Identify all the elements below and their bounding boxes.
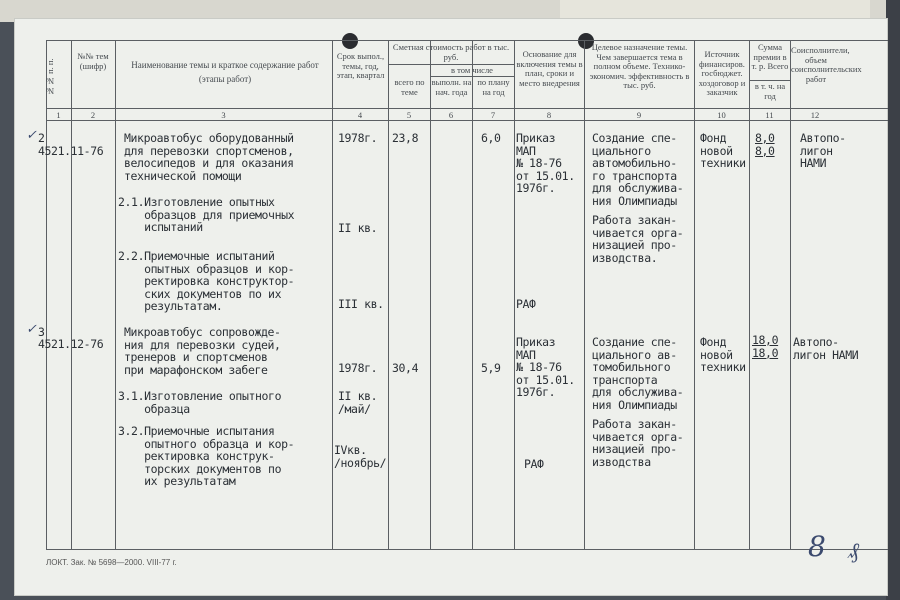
header-col4: Срок выпол., темы, год, этап, квартал [336,51,385,80]
col-number: 6 [448,110,454,120]
stage-term: III кв. [338,297,384,311]
cost-plan-year: 6,0 [481,131,501,145]
premium-sum: 18,0 18,0 [752,333,779,360]
header-col12: Соисполнители, объем соисполнительских работ [791,45,862,84]
col-number: 3 [221,110,226,120]
co-executor: Автопо- лигон НАМИ [793,335,859,362]
theme-title: Микроавтобус оборудованный для перевозки спортсменов, велосипедов и для оказания технической помощи [124,131,294,183]
row-number: 2 [38,131,45,145]
co-executor: Автопо- лигон НАМИ [800,131,846,170]
basis-order: Приказ МАП № 18-76 от 15.01. 1976г. [516,131,575,195]
header-col2: №№ тем (шифр) [77,51,109,71]
implementation-place: РАФ [516,297,536,311]
funding-source: Фонд новой техники [700,131,746,170]
stage-text: 2.1.Изготовление опытных образцов для приемочных испытаний [118,195,295,234]
check-mark: ✓ [26,128,37,143]
funding-source: Фонд новой техники [700,335,746,374]
col-number: 12 [810,110,820,120]
header-cost-group: Сметная стоимость работ в тыс. руб. [392,42,510,62]
col-number: 5 [406,110,412,120]
header-col1: №№ п. п. [45,58,55,96]
col-number: 10 [717,110,726,120]
header-col7: по плану на год [477,77,510,97]
completion-year: 1978г. [338,131,378,145]
theme-code: 4521.12-76 [38,337,104,351]
header-col9: Целевое назначение темы. Чем завершается тема в полном объеме. Технико-экономич. эффективность в тыс. руб. [589,42,690,90]
handwritten-page-number: 8 [808,530,826,563]
cost-plan-year: 5,9 [481,361,501,375]
cost-total: 30,4 [392,361,419,375]
stage-term: II кв. [338,221,378,235]
print-order-footer: ЛОКТ. Зак. № 5698—2000. VIII-77 г. [46,558,177,567]
header-bottom-border [46,108,888,109]
col-number-row-border [46,120,888,121]
header-col5: всего по теме [394,77,425,97]
purpose: Создание спе- циального ав- томобильного транспорта для обслужива- ния Олимпиады [592,335,684,412]
header-col11: Сумма премии в т. р. Всего [751,42,789,71]
check-mark: ✓ [26,322,37,337]
table-top-border [46,40,888,41]
header-col8: Основание для включения темы в план, сроки и место внедрения [516,49,583,88]
binder-hole [342,33,358,49]
purpose: Создание спе- циального автомобильно- го транспорта для обслужива- ния Олимпиады [592,131,684,208]
header-col6: выполн. на нач. года [431,77,472,97]
implementation-place: РАФ [524,457,544,471]
table-bottom-border [46,549,888,550]
row-number: 3 [38,325,45,339]
header-incl-group: в том числе [451,65,493,75]
basis-order: Приказ МАП № 18-76 от 15.01. 1976г. [516,335,575,399]
stage-text: 3.1.Изготовление опытного образца [118,389,282,416]
col-number: 2 [90,110,96,120]
purpose-result: Работа закан- чивается орга- низацией про- изводства [592,417,684,469]
col-number: 8 [546,110,552,120]
col-number: 7 [490,110,496,120]
premium-sum: 8,0 8,0 [755,131,775,158]
completion-year: 1978г. [338,361,378,375]
stage-text: 2.2.Приемочные испытаний опытных образцов и кор- ректировка конструктор- ских документов по их результатам. [118,249,295,313]
cost-total: 23,8 [392,131,419,145]
header-col11b: в т. ч. на год [754,81,786,101]
stage-term: IVкв. /ноябрь/ [334,443,387,470]
theme-title: Микроавтобус сопровожде- ния для перевозки судей, тренеров и спортсменов при марафонском забеге [124,325,281,377]
header-col3: Наименование темы и краткое содержание работ (этапы работ) [131,60,319,84]
background-edge [886,0,900,600]
col-number: 11 [765,110,774,120]
col-number: 9 [636,110,642,120]
col-number: 1 [56,110,61,120]
header-col10: Источник финансиров. госбюджет. хоздоговор и заказчик [698,49,746,97]
stage-text: 3.2.Приемочные испытания опытного образца и кор- ректировка конструк- торских документов по их результатам [118,424,295,488]
col-number: 4 [357,110,363,120]
theme-code: 4521.11-76 [38,144,104,158]
purpose-result: Работа закан- чивается орга- низацией про- изводства. [592,213,684,265]
handwritten-initial: ₰ [848,539,859,564]
stage-term: II кв. /май/ [338,389,378,416]
